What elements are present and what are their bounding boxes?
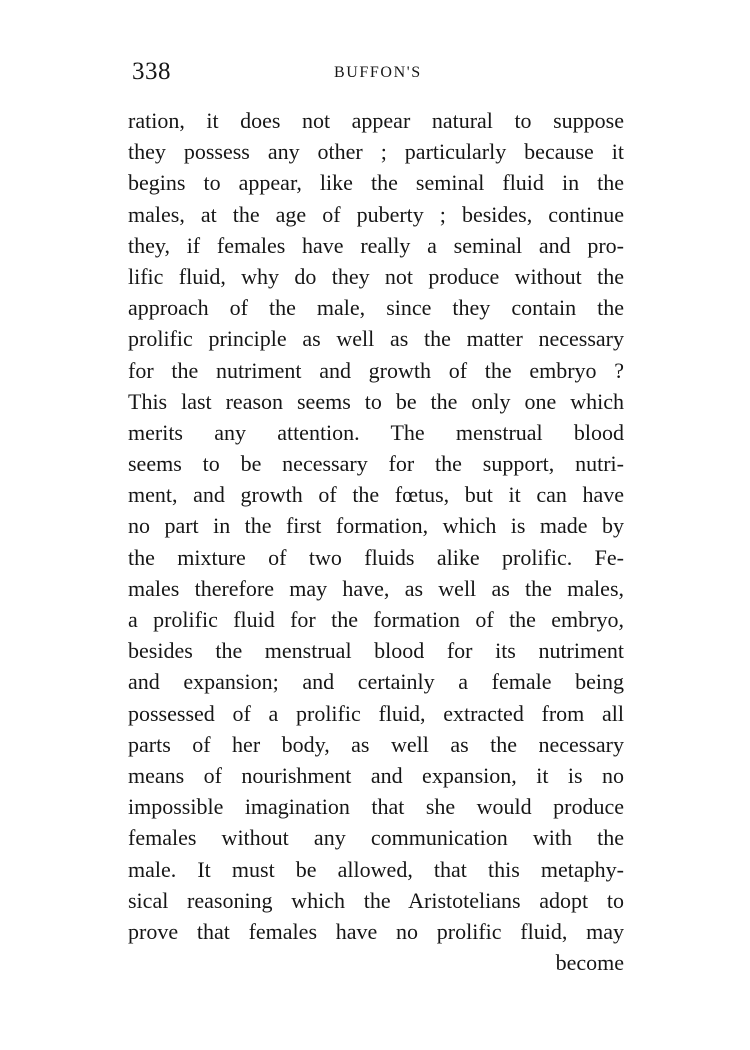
text-line-4: males, at the age of puberty ; besides, continue: [128, 201, 624, 227]
catchword: become: [555, 950, 624, 976]
text-line-3: begins to appear, like the seminal fluid in the: [128, 170, 624, 196]
text-line-6: lific fluid, why do they not produce without the: [128, 263, 624, 289]
text-line-11: merits any attention. The menstrual blood: [128, 419, 624, 445]
text-line-26: sical reasoning which the Aristotelians adopt to: [128, 887, 624, 913]
text-line-8: prolific principle as well as the matter necessary: [128, 326, 624, 352]
text-line-10: This last reason seems to be the only one which: [128, 388, 624, 414]
running-title: BUFFON'S: [334, 64, 422, 81]
text-line-1: ration, it does not appear natural to suppose: [128, 108, 624, 133]
text-line-9: for the nutriment and growth of the embryo ?: [128, 357, 624, 383]
text-line-18: besides the menstrual blood for its nutriment: [128, 638, 624, 664]
body-text: [128, 105, 624, 978]
text-line-25: male. It must be allowed, that this metaphy-: [128, 856, 624, 882]
text-line-27: prove that females have no prolific fluid, may: [128, 918, 624, 944]
text-line-5: they, if females have really a seminal and pro-: [128, 232, 624, 258]
text-line-15: the mixture of two fluids alike prolific. Fe-: [128, 544, 624, 570]
running-head: [132, 58, 626, 92]
text-line-14: no part in the first formation, which is made by: [128, 513, 624, 539]
text-line-22: means of nourishment and expansion, it is no: [128, 762, 624, 788]
text-line-17: a prolific fluid for the formation of the embryo,: [128, 607, 624, 632]
text-line-23: impossible imagination that she would produce: [128, 794, 624, 820]
text-line-12: seems to be necessary for the support, nutri-: [128, 451, 624, 477]
page-number: 338: [132, 58, 171, 85]
text-line-20: possessed of a prolific fluid, extracted from all: [128, 700, 624, 726]
text-line-21: parts of her body, as well as the necessary: [128, 731, 624, 757]
text-line-2: they possess any other ; particularly because it: [128, 139, 624, 165]
text-line-16: males therefore may have, as well as the males,: [128, 575, 624, 601]
text-line-19: and expansion; and certainly a female being: [128, 669, 624, 695]
text-line-13: ment, and growth of the fœtus, but it can have: [128, 482, 624, 508]
text-line-24: females without any communication with the: [128, 825, 624, 851]
text-line-7: approach of the male, since they contain the: [128, 295, 624, 321]
